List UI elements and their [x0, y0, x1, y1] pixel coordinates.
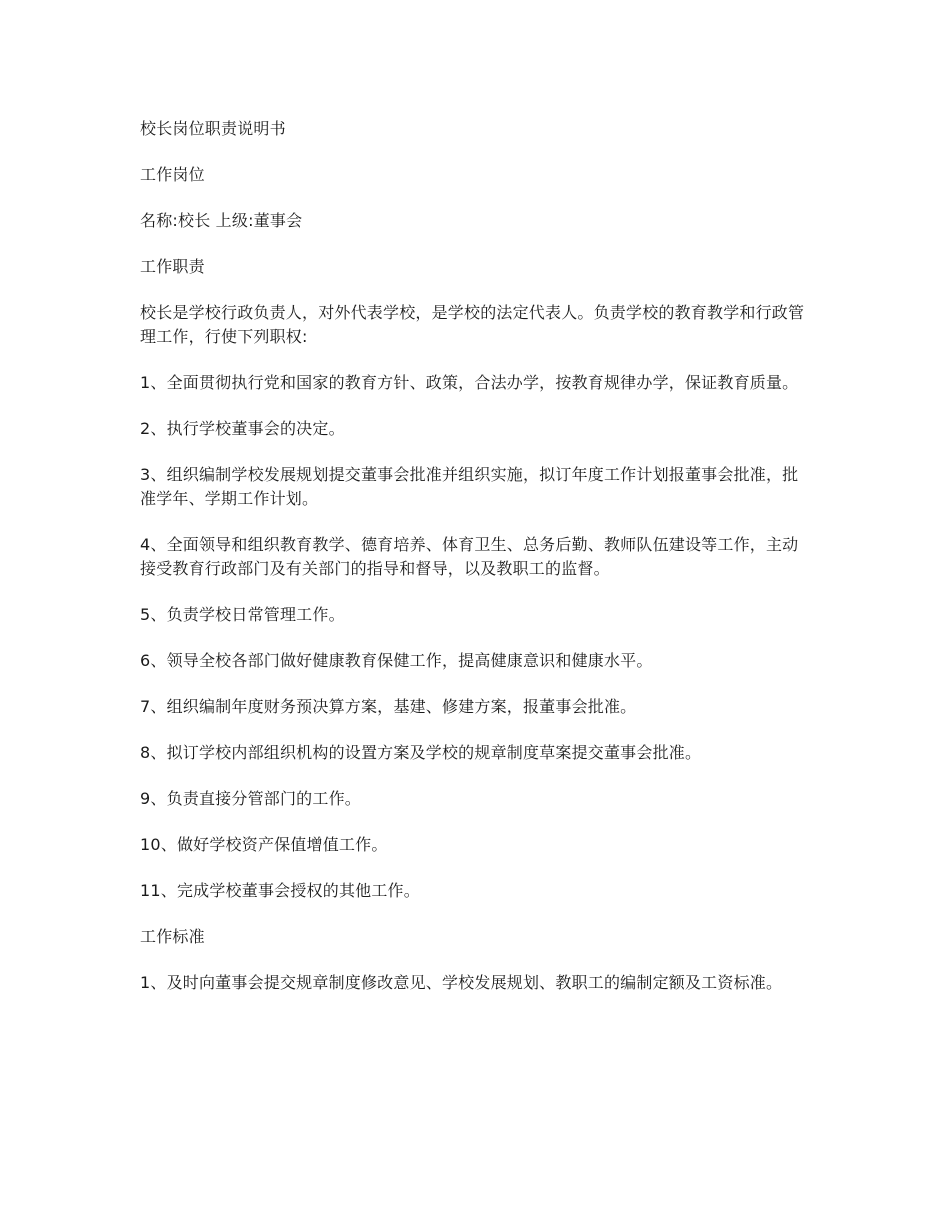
- duty-item: 1、全面贯彻执行党和国家的教育方针、政策，合法办学，按教育规律办学，保证教育质量。: [140, 373, 799, 392]
- duty-item: 4、全面领导和组织教育教学、德育培养、体育卫生、总务后勤、教师队伍建设等工作，主动接受教育行政部门及有关部门的指导和督导，以及教职工的监督。: [140, 535, 799, 578]
- duty-item: 5、负责学校日常管理工作。: [140, 605, 345, 624]
- document-body: [140, 117, 812, 1017]
- document-title: 校长岗位职责说明书: [140, 119, 286, 138]
- duty-item: 9、负责直接分管部门的工作。: [140, 789, 361, 808]
- job-name-line: 名称:校长 上级:董事会: [140, 211, 303, 230]
- duty-item: 7、组织编制年度财务预决算方案，基建、修建方案，报董事会批准。: [140, 697, 637, 716]
- section-heading-standards: 工作标准: [140, 927, 205, 946]
- section-heading-job: 工作岗位: [140, 165, 205, 184]
- duty-item: 8、拟订学校内部组织机构的设置方案及学校的规章制度草案提交董事会批准。: [140, 743, 702, 762]
- duty-item: 3、组织编制学校发展规划提交董事会批准并组织实施，拟订年度工作计划报董事会批准，批准学年、学期工作计划。: [140, 465, 799, 508]
- standard-item: 1、及时向董事会提交规章制度修改意见、学校发展规划、教职工的编制定额及工资标准。: [140, 973, 783, 992]
- duty-item: 11、完成学校董事会授权的其他工作。: [140, 881, 420, 900]
- duties-intro: 校长是学校行政负责人，对外代表学校，是学校的法定代表人。负责学校的教育教学和行政管理工作，行使下列职权:: [140, 303, 805, 346]
- duty-item: 10、做好学校资产保值增值工作。: [140, 835, 388, 854]
- section-heading-duties: 工作职责: [140, 257, 205, 276]
- duty-item: 2、执行学校董事会的决定。: [140, 419, 345, 438]
- duty-item: 6、领导全校各部门做好健康教育保健工作，提高健康意识和健康水平。: [140, 651, 653, 670]
